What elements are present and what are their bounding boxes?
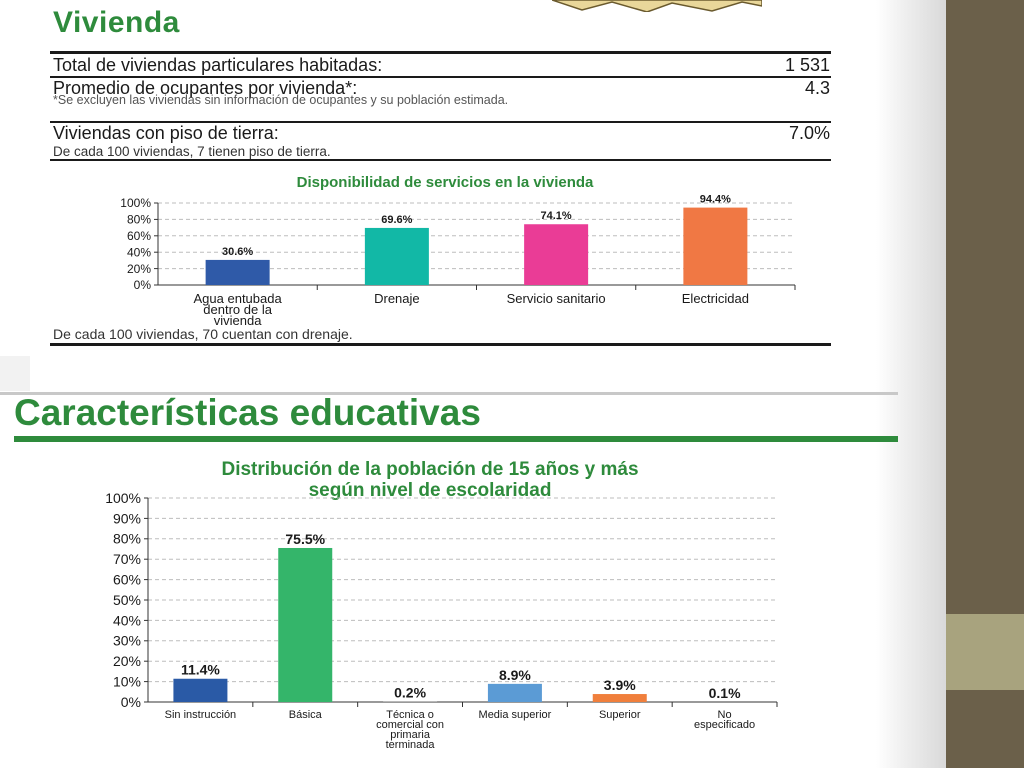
vivienda-title: Vivienda	[53, 6, 180, 39]
bar-1	[206, 260, 270, 285]
bar-4	[488, 684, 542, 702]
x-category-label: vivienda	[213, 313, 262, 326]
x-category-label: comercial con	[376, 719, 445, 731]
bar-2	[365, 228, 429, 285]
row-value-total-viviendas: 1 531	[784, 55, 830, 75]
row-label-total-viviendas: Total de viviendas particulares habitadas:	[53, 55, 383, 75]
y-tick-label: 30%	[112, 632, 141, 649]
row-label-promedio-ocupantes: Promedio de ocupantes por vivienda*:	[53, 78, 358, 98]
chart-title: Distribución de la población de 15 años y más	[221, 459, 639, 480]
vivienda-panel	[30, 0, 876, 360]
x-category-label: Superior	[598, 709, 641, 721]
bar-value-label: 69.6%	[381, 213, 413, 226]
bar-2	[278, 548, 332, 702]
services-bar-chart	[30, 170, 876, 326]
y-tick-label: 0%	[120, 693, 141, 710]
bar-value-label: 3.9%	[603, 677, 636, 694]
divider	[50, 51, 831, 54]
y-tick-label: 90%	[112, 510, 141, 527]
bar-3	[524, 224, 588, 285]
x-category-label: Sin instrucción	[164, 709, 237, 721]
bar-value-label: 0.1%	[708, 684, 741, 701]
bar-value-label: 11.4%	[180, 661, 220, 678]
bar-5	[593, 694, 647, 702]
y-tick-label: 20%	[112, 653, 141, 670]
educ-section-title: Características educativas	[14, 392, 481, 433]
x-category-label: primaria	[390, 729, 430, 741]
bar-4	[683, 208, 747, 285]
x-category-label: especificado	[694, 719, 756, 731]
y-tick-label: 80%	[112, 530, 141, 547]
educ-title-underline	[14, 436, 898, 442]
x-category-label: terminada	[385, 739, 435, 751]
y-tick-label: 40%	[126, 245, 151, 260]
slide-side-accent	[946, 614, 1024, 690]
row-value-piso-tierra: 7.0%	[788, 123, 830, 143]
x-category-label: Básica	[288, 709, 322, 721]
bar-value-label: 8.9%	[498, 666, 531, 683]
y-tick-label: 70%	[112, 551, 141, 568]
education-bar-chart	[0, 446, 900, 768]
y-tick-label: 100%	[120, 196, 151, 211]
y-tick-label: 0%	[133, 278, 151, 293]
x-category-label: Electricidad	[681, 291, 749, 306]
row-note-piso-tierra: De cada 100 viviendas, 7 tienen piso de tierra.	[53, 144, 331, 159]
x-category-label: Técnica o	[386, 709, 434, 721]
bar-value-label: 94.4%	[699, 193, 731, 206]
y-tick-label: 80%	[126, 212, 151, 227]
chart-title: Disponibilidad de servicios en la vivienda	[296, 174, 594, 191]
x-category-label: dentro de la	[203, 302, 272, 317]
divider	[50, 159, 831, 161]
chart-title: según nivel de escolaridad	[308, 480, 552, 501]
bar-1	[173, 679, 227, 702]
divider	[50, 343, 831, 346]
y-tick-label: 60%	[126, 229, 151, 243]
bar-value-label: 74.1%	[540, 210, 572, 223]
bar-value-label: 30.6%	[222, 245, 254, 258]
y-tick-label: 100%	[105, 489, 141, 506]
row-label-piso-tierra: Viviendas con piso de tierra:	[53, 123, 279, 143]
x-category-label: Media superior	[478, 709, 552, 721]
y-tick-label: 20%	[126, 261, 151, 276]
x-category-label: Servicio sanitario	[506, 291, 606, 306]
y-tick-label: 60%	[112, 571, 141, 588]
y-tick-label: 40%	[112, 612, 141, 629]
vivienda-footnote: De cada 100 viviendas, 70 cuentan con drenaje.	[53, 326, 353, 342]
x-category-label: No	[717, 709, 732, 721]
x-category-label: Drenaje	[374, 291, 420, 306]
bar-value-label: 75.5%	[285, 530, 326, 547]
decorative-illustration-icon	[552, 0, 762, 12]
bar-value-label: 0.2%	[394, 684, 427, 701]
image-shadow	[0, 356, 30, 391]
x-category-label: Agua entubada	[193, 291, 282, 306]
row-note-promedio-ocupantes: *Se excluyen las viviendas sin información de ocupantes y su población estimada.	[53, 93, 509, 107]
row-value-promedio-ocupantes: 4.3	[804, 78, 830, 98]
y-tick-label: 10%	[112, 673, 141, 690]
y-tick-label: 50%	[112, 591, 141, 608]
